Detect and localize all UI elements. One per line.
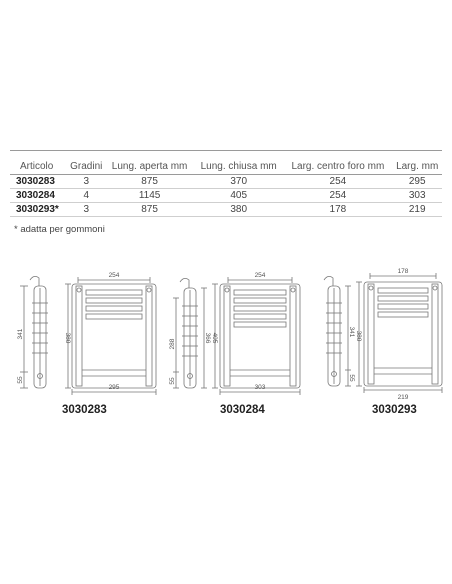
top-rule <box>10 150 442 151</box>
cell-larg-centro-foro: 254 <box>329 190 347 201</box>
dim-side-height: 341 <box>348 326 355 338</box>
cell-lung-aperta: 875 <box>141 176 158 187</box>
dim-top-width: 254 <box>108 272 120 279</box>
header-lung-chiusa: Lung. chiusa mm <box>200 161 277 172</box>
dim-side-height-2: 366 <box>204 332 211 344</box>
header-gradini: Gradini <box>70 161 103 172</box>
cell-articolo: 3030284 <box>16 190 55 201</box>
header-larg: Larg. mm <box>396 161 439 172</box>
cell-lung-aperta: 1145 <box>138 190 161 201</box>
cell-lung-aperta: 875 <box>141 204 158 215</box>
cell-gradini: 4 <box>83 190 90 201</box>
cell-articolo: 3030283 <box>16 176 55 187</box>
dim-front-height: 380 <box>355 330 362 342</box>
header-lung-aperta: Lung. aperta mm <box>111 161 188 172</box>
cell-larg: 295 <box>408 176 426 187</box>
table-row <box>10 175 442 189</box>
cell-larg-centro-foro: 254 <box>329 176 347 187</box>
dim-top-width: 178 <box>397 268 409 275</box>
table-row <box>10 203 442 217</box>
footnote: * adatta per gommoni <box>14 224 105 235</box>
cell-lung-chiusa: 380 <box>230 204 248 215</box>
dim-front-height: 405 <box>211 332 218 344</box>
spec-table <box>10 160 442 217</box>
cell-larg: 219 <box>408 204 426 215</box>
cell-gradini: 3 <box>83 176 90 187</box>
cell-gradini: 3 <box>83 204 90 215</box>
cell-larg: 303 <box>408 190 426 201</box>
drawing-code-3030284: 3030284 <box>220 404 265 416</box>
dim-bottom-width: 219 <box>397 394 409 401</box>
dim-side-foot: 55 <box>17 376 24 384</box>
header-larg-centro-foro: Larg. centro foro mm <box>291 161 385 172</box>
dim-front-height: 380 <box>64 332 71 344</box>
side-view <box>169 278 211 388</box>
drawing-code-3030283: 3030283 <box>62 404 107 416</box>
cell-larg-centro-foro: 178 <box>329 204 347 215</box>
side-view <box>17 276 48 388</box>
front-view <box>355 268 442 401</box>
drawing-3030293 <box>324 268 442 401</box>
drawing-3030284 <box>169 272 300 395</box>
dim-bottom-width: 295 <box>108 384 120 391</box>
technical-drawings <box>0 258 452 408</box>
front-view <box>211 272 300 395</box>
dim-side-foot: 55 <box>169 377 176 385</box>
cell-lung-chiusa: 370 <box>230 176 248 187</box>
dim-side-height: 341 <box>17 328 24 340</box>
dim-side-foot: 55 <box>348 374 355 382</box>
drawing-code-3030293: 3030293 <box>372 404 417 416</box>
dim-side-height: 288 <box>169 338 176 350</box>
table-header-row <box>10 160 442 175</box>
side-view <box>324 276 355 386</box>
table-row <box>10 189 442 203</box>
cell-lung-chiusa: 405 <box>230 190 248 201</box>
front-view <box>64 272 156 395</box>
dim-bottom-width: 303 <box>254 384 266 391</box>
cell-articolo: 3030293* <box>16 204 59 215</box>
dim-top-width: 254 <box>254 272 266 279</box>
header-articolo: Articolo <box>20 161 54 172</box>
drawing-3030283 <box>17 272 156 395</box>
